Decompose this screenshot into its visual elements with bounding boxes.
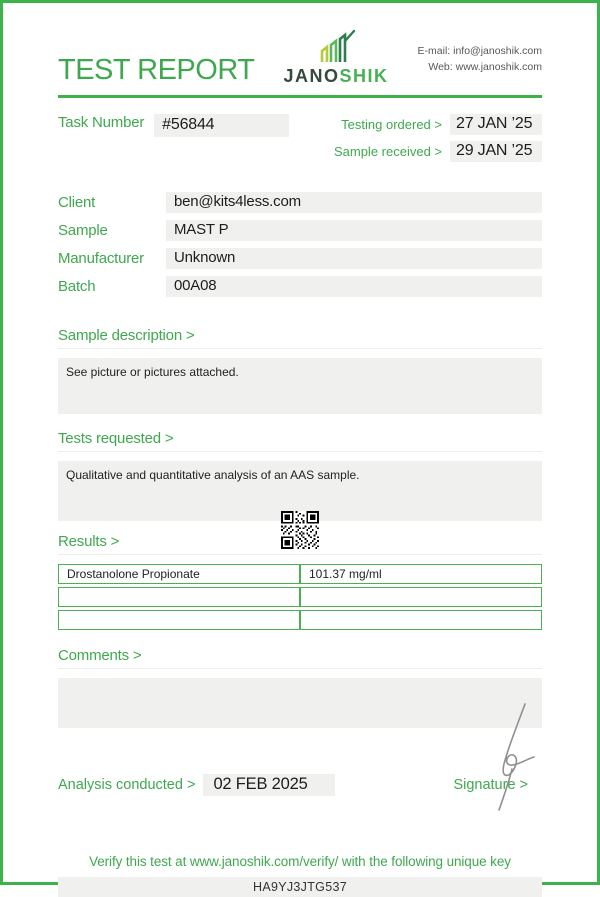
contact-info bbox=[418, 44, 542, 74]
result-name bbox=[58, 610, 300, 630]
unique-key-value: HA9YJ3JTG537 bbox=[253, 879, 347, 894]
tests-requested-section bbox=[58, 430, 542, 521]
manufacturer-value: Unknown bbox=[166, 248, 542, 269]
batch-row bbox=[58, 276, 542, 297]
table-row bbox=[58, 564, 542, 584]
sample-value: MAST P bbox=[166, 220, 542, 241]
task-number-label: Task Number bbox=[58, 113, 145, 131]
client-label: Client bbox=[58, 193, 96, 211]
header-divider bbox=[58, 95, 542, 98]
signature-scribble-icon bbox=[481, 701, 539, 813]
client-row bbox=[58, 192, 542, 213]
signature-label: Signature > bbox=[453, 776, 529, 793]
logo-wordmark: JANOSHIK bbox=[283, 66, 389, 86]
sample-received-row bbox=[334, 141, 542, 162]
client-value: ben@kits4less.com bbox=[166, 192, 542, 213]
sample-label: Sample bbox=[58, 221, 108, 239]
testing-ordered-value: 27 JAN ’25 bbox=[450, 114, 542, 135]
comments-section bbox=[58, 647, 542, 728]
footer-row bbox=[58, 774, 542, 796]
result-value: 101.37 mg/ml bbox=[300, 564, 542, 584]
janoshik-logo bbox=[283, 29, 388, 87]
sample-received-label: Sample received > bbox=[333, 143, 442, 159]
manufacturer-label: Manufacturer bbox=[58, 249, 144, 267]
contact-email: E-mail: info@janoshik.com bbox=[417, 45, 542, 58]
page-title: TEST REPORT bbox=[58, 53, 255, 86]
bar-chart-growth-icon bbox=[314, 29, 358, 67]
qr-code bbox=[281, 511, 319, 549]
comments-body bbox=[58, 678, 542, 728]
analysis-conducted-value: 02 FEB 2025 bbox=[203, 774, 335, 796]
sample-row bbox=[58, 220, 542, 241]
unique-key-field bbox=[58, 877, 542, 897]
task-row bbox=[58, 114, 542, 162]
results-table bbox=[58, 561, 542, 633]
result-name: Drostanolone Propionate bbox=[58, 564, 300, 584]
sample-received-value: 29 JAN ’25 bbox=[450, 141, 542, 162]
result-name bbox=[58, 587, 300, 607]
manufacturer-row bbox=[58, 248, 542, 269]
table-row bbox=[58, 587, 542, 607]
sample-info-block bbox=[58, 192, 542, 297]
testing-ordered-label: Testing ordered > bbox=[341, 116, 442, 132]
analysis-conducted-label: Analysis conducted > bbox=[58, 776, 196, 793]
verify-text: Verify this test at www.janoshik.com/verify/ with the following unique key bbox=[89, 853, 511, 869]
table-row bbox=[58, 610, 542, 630]
sample-description-body: See picture or pictures attached. bbox=[58, 358, 542, 414]
tests-requested-body: Qualitative and quantitative analysis of an AAS sample. bbox=[58, 461, 542, 521]
task-number-value: #56844 bbox=[154, 114, 289, 137]
batch-value: 00A08 bbox=[166, 276, 542, 297]
results-heading: Results > bbox=[58, 533, 542, 555]
sample-description-heading: Sample description > bbox=[58, 327, 542, 349]
tests-requested-heading: Tests requested > bbox=[58, 430, 542, 452]
result-value bbox=[300, 610, 542, 630]
comments-heading: Comments > bbox=[58, 647, 542, 669]
result-value bbox=[300, 587, 542, 607]
contact-web: Web: www.janoshik.com bbox=[428, 60, 542, 73]
report-header bbox=[58, 29, 542, 87]
testing-ordered-row bbox=[334, 114, 542, 135]
results-section bbox=[58, 533, 542, 633]
sample-description-section bbox=[58, 327, 542, 414]
batch-label: Batch bbox=[58, 277, 96, 295]
